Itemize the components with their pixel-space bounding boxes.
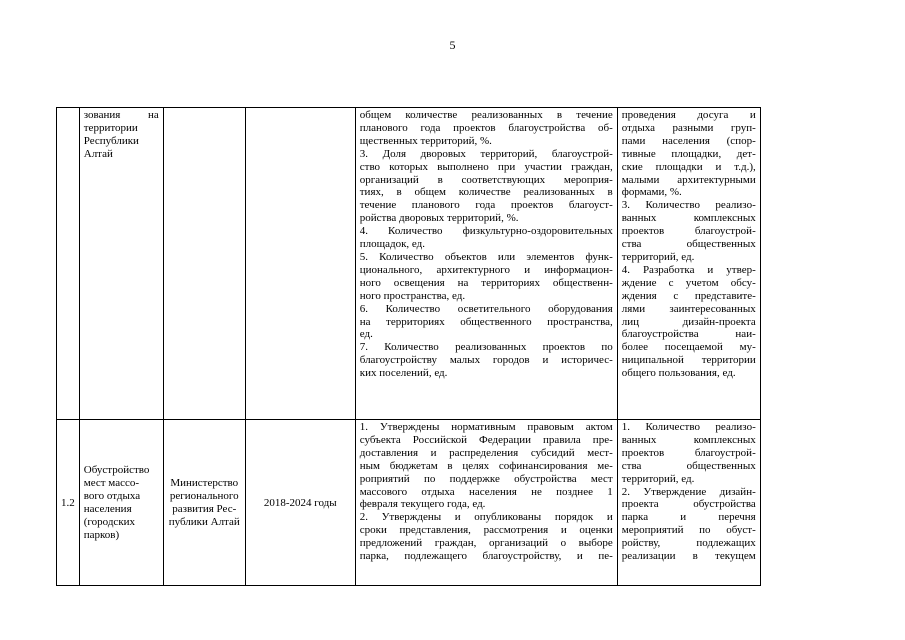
name_lines-line: мест массо-	[83, 477, 140, 490]
name_lines-line: Обустройство	[83, 464, 150, 477]
indicators_lines-line: щественных территорий, %.	[359, 134, 492, 147]
indicators_lines-line: предложений граждан, организаций о выборе	[359, 537, 613, 550]
indicators-cell	[355, 108, 617, 420]
results-cell	[617, 108, 760, 420]
indicators_lines-line: ного пространства, ед.	[359, 289, 466, 302]
results-cell	[617, 420, 760, 586]
name_lines-line: зования на	[83, 109, 159, 121]
page-number: 5	[449, 38, 456, 52]
results_lines-line: ванных комплексных	[621, 433, 756, 446]
indicators_lines-line: ед.	[359, 328, 373, 341]
indicators_lines-line: 7. Количество реализованных проектов по	[359, 341, 613, 354]
program-table	[56, 107, 761, 586]
period-cell: 2018-2024 годы	[245, 420, 355, 586]
results_lines-line: ждения с представите-	[621, 289, 756, 302]
executor-line: Министерство	[170, 477, 239, 490]
indicators_lines-line: февраля текущего года, ед.	[359, 498, 486, 511]
results_lines-line: проекта обустройства	[621, 498, 756, 511]
results_lines-line: парка и перечня	[621, 511, 756, 524]
name_lines-line: населения	[83, 503, 132, 515]
indicators_lines-line: тиях, в общем количестве реализованных в	[359, 186, 613, 199]
item-number-cell: 1.2	[57, 420, 80, 586]
results_lines-line: реализации в текущем	[621, 550, 756, 563]
results_lines-line: ские площадки и т.д.),	[621, 160, 756, 173]
results_lines-line: формами, %.	[621, 186, 682, 199]
indicators_lines-line: ного освещения на территориях общественн-	[359, 276, 613, 289]
results_lines-line: отдыха разными груп-	[621, 121, 756, 134]
results_lines-line: ванных комплексных	[621, 212, 756, 225]
results_lines-line: лями заинтересованных	[621, 302, 756, 315]
results_lines-line: малыми архитектурными	[621, 173, 756, 186]
indicators_lines-line: массового отдыха населения не позднее 1	[359, 485, 613, 498]
indicators_lines-line: течение планового года проектов благоуст-	[359, 199, 613, 212]
results_lines-line: более посещаемой му-	[621, 341, 756, 354]
indicators_lines-line: благоустройству малых городов и историчес-	[359, 354, 613, 367]
results_lines-line: ждение с учетом обсу-	[621, 276, 756, 289]
name_lines-line: Республики	[83, 134, 139, 147]
period-cell	[245, 108, 355, 420]
indicators-cell	[355, 420, 617, 586]
results_lines-line: мероприятий по обуст-	[621, 524, 756, 537]
results_lines-line: ства общественных	[621, 238, 756, 251]
indicators_lines-line: ционального, архитектурного и информацион-	[359, 263, 613, 276]
item-number-cell	[57, 108, 80, 420]
indicators_lines-line: субъекта Российской Федерации правила пре-	[359, 433, 613, 446]
results_lines-line: благоустройства наи-	[621, 328, 756, 341]
table-row	[57, 420, 761, 586]
indicators_lines-line: 2. Утверждены и опубликованы порядок и	[359, 511, 613, 524]
results_lines-line: тивные площадки, дет-	[621, 147, 756, 160]
executor-line: публики Алтай	[168, 515, 240, 528]
activity-name-cell	[79, 420, 163, 586]
indicators_lines-line: роприятий по поддержке обустройства мест	[359, 472, 613, 485]
name_lines-line: Алтай	[83, 147, 113, 160]
results_lines-line: пами населения (спор-	[621, 134, 756, 147]
results_lines-line: 1. Количество реализо-	[621, 421, 756, 433]
indicators_lines-line: ство которых выполнено при участии граждан,	[359, 160, 613, 173]
results_lines-line: 3. Количество реализо-	[621, 199, 756, 212]
results_lines-line: территорий, ед.	[621, 472, 695, 485]
results_lines-line: территорий, ед.	[621, 250, 695, 263]
indicators_lines-line: ких поселений, ед.	[359, 367, 448, 380]
indicators_lines-line: общем количестве реализованных в течение	[359, 109, 613, 121]
indicators_lines-line: сроки представления, рассмотрения и оценки	[359, 524, 613, 537]
results_lines-line: проведения досуга и	[621, 109, 756, 121]
results_lines-line: ниципальной территории	[621, 354, 756, 367]
indicators_lines-line: ройства дворовых территорий, %.	[359, 212, 519, 225]
results_lines-line: проектов благоустрой-	[621, 225, 756, 238]
indicators_lines-line: на территориях общественного пространства,	[359, 315, 613, 328]
indicators_lines-line: 1. Утверждены нормативным правовым актом	[359, 421, 613, 433]
results_lines-line: лиц дизайн-проекта	[621, 315, 756, 328]
results_lines-line: ройству, подлежащих	[621, 537, 756, 550]
indicators_lines-line: 5. Количество объектов или элементов функ-	[359, 250, 613, 263]
indicators_lines-line: ным бюджетам в целях софинансирования ме-	[359, 459, 613, 472]
name_lines-line: (городских	[83, 515, 136, 528]
executor-cell	[163, 108, 245, 420]
indicators_lines-line: 3. Доля дворовых территорий, благоустрой-	[359, 147, 613, 160]
results_lines-line: проектов благоустрой-	[621, 446, 756, 459]
executor-line: регионального	[169, 490, 239, 503]
results_lines-line: ства общественных	[621, 459, 756, 472]
activity-name-cell	[79, 108, 163, 420]
indicators_lines-line: планового года проектов благоустройства об-	[359, 121, 613, 134]
executor-line: развития Рес-	[172, 503, 237, 515]
table-row	[57, 108, 761, 420]
indicators_lines-line: парка, подлежащего благоустройству, и пе-	[359, 550, 613, 563]
results_lines-line: 4. Разработка и утвер-	[621, 263, 756, 276]
indicators_lines-line: организаций в соответствующих мероприя-	[359, 173, 613, 186]
indicators_lines-line: 4. Количество физкультурно-оздоровительных	[359, 225, 613, 238]
indicators_lines-line: 6. Количество осветительного оборудования	[359, 302, 613, 315]
indicators_lines-line: доставления и распределения субсидий мест-	[359, 446, 613, 459]
name_lines-line: территории	[83, 121, 138, 134]
indicators_lines-line: площадок, ед.	[359, 238, 426, 251]
results_lines-line: общего пользования, ед.	[621, 367, 736, 380]
executor-cell	[163, 420, 245, 586]
name_lines-line: парков)	[83, 528, 120, 541]
name_lines-line: вого отдыха	[83, 490, 141, 503]
results_lines-line: 2. Утверждение дизайн-	[621, 485, 756, 498]
